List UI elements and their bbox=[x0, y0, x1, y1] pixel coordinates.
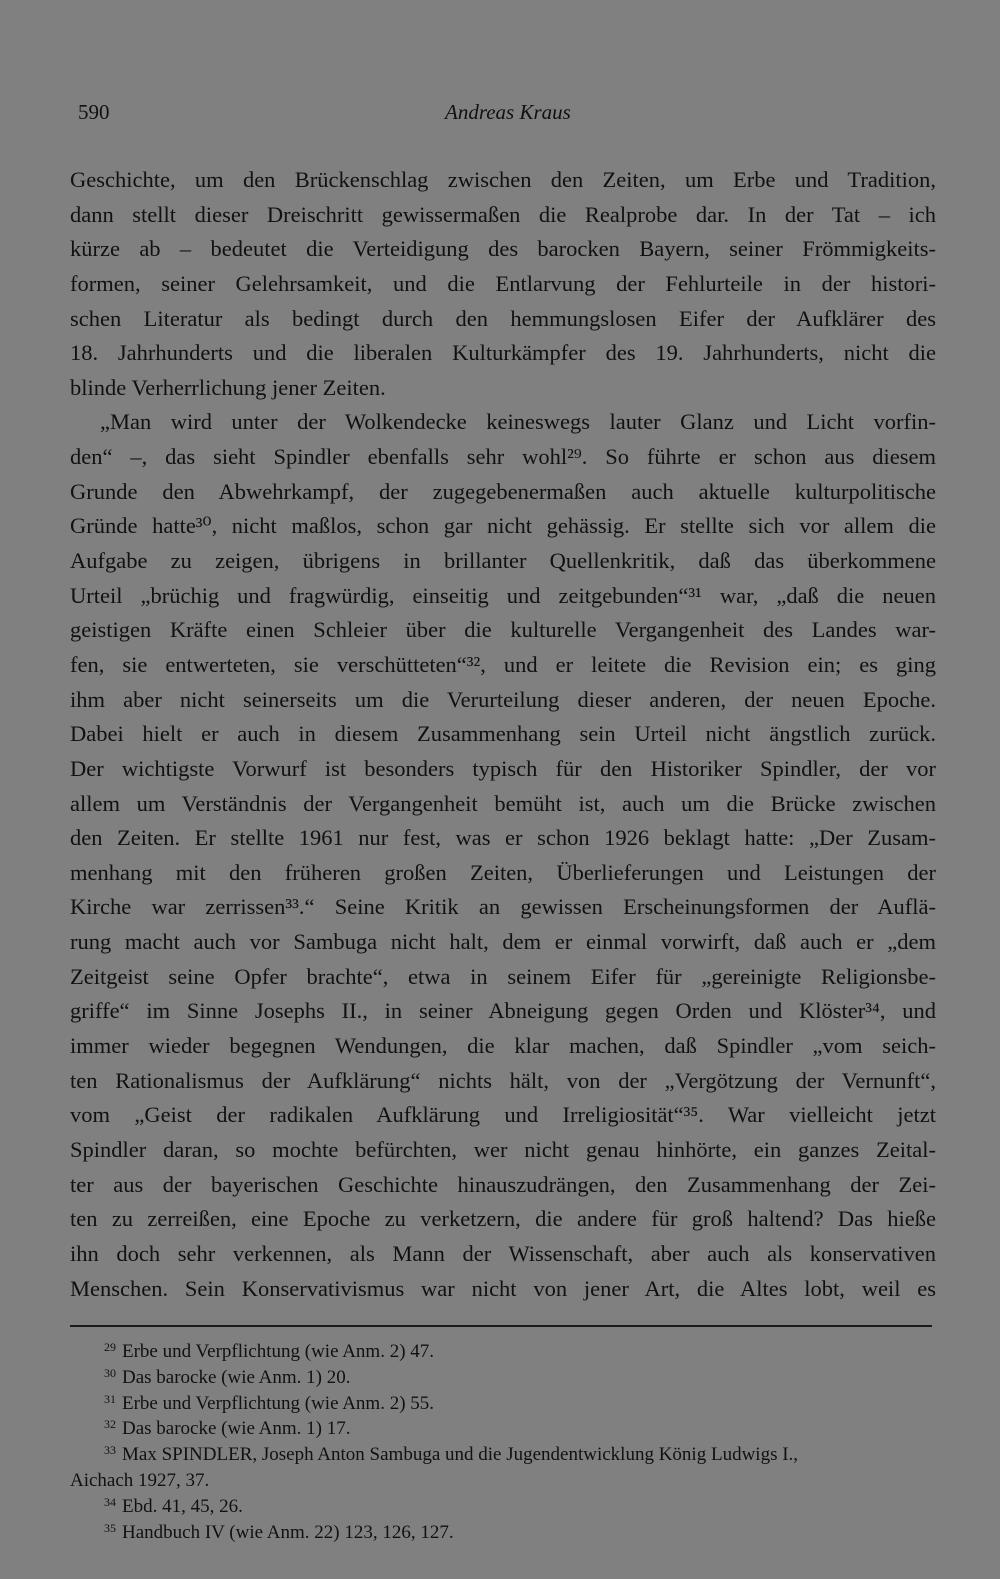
footnote-number: 35 bbox=[104, 1520, 116, 1535]
footnote-number: 31 bbox=[104, 1391, 116, 1406]
body-line: Urteil „brüchig und fragwürdig, einseitig und zeitgebunden“³¹ war, „daß die neuen bbox=[70, 582, 936, 608]
body-line: den Zeiten. Er stellte 1961 nur fest, was er schon 1926 beklagt hatte: „Der Zusam- bbox=[70, 825, 936, 851]
body-line: Kirche war zerrissen³³.“ Seine Kritik an gewissen Erscheinungsformen der Auflä- bbox=[70, 894, 936, 920]
body-line: formen, seiner Gelehrsamkeit, und die Entlarvung der Fehlurteile in der histori- bbox=[70, 270, 936, 296]
footnote bbox=[70, 1339, 940, 1365]
body-line: vom „Geist der radikalen Aufklärung und Irreligiosität“³⁵. War vielleicht jetzt bbox=[70, 1102, 936, 1128]
footnote-number: 32 bbox=[104, 1417, 116, 1432]
body-line: Gründe hatte³⁰, nicht maßlos, schon gar nicht gehässig. Er stellte sich vor allem die bbox=[70, 513, 936, 539]
body-line: immer wieder begegnen Wendungen, die klar machen, daß Spindler „vom seich- bbox=[70, 1033, 936, 1059]
footnote-text: Max SPINDLER, Joseph Anton Sambuga und die Jugendentwicklung König Ludwigs I., bbox=[122, 1444, 799, 1466]
footnote-text: Handbuch IV (wie Anm. 22) 123, 126, 127. bbox=[122, 1521, 454, 1543]
footnote-text: Das barocke (wie Anm. 1) 20. bbox=[122, 1366, 351, 1388]
body-line: blinde Verherrlichung jener Zeiten. bbox=[70, 374, 386, 400]
footnote-number: 30 bbox=[104, 1365, 116, 1380]
footnote-number: 33 bbox=[104, 1443, 116, 1458]
footnote-number: 29 bbox=[104, 1340, 116, 1354]
footnotes bbox=[70, 1339, 940, 1545]
body-line: Menschen. Sein Konservativismus war nicht von jener Art, die Altes lobt, weil es bbox=[70, 1275, 936, 1301]
body-line: ihm aber nicht seinerseits um die Verurteilung dieser anderen, der neuen Epoche. bbox=[70, 686, 936, 712]
body-line: kürze ab – bedeutet die Verteidigung des barocken Bayern, seiner Frömmigkeits- bbox=[70, 236, 936, 262]
body-line: ten Rationalismus der Aufklärung“ nichts hält, von der „Vergötzung der Vernunft“, bbox=[70, 1067, 936, 1093]
body-line: Spindler daran, so mochte befürchten, wer nicht genau hinhörte, ein ganzes Zeital- bbox=[70, 1136, 936, 1162]
body-line: Der wichtigste Vorwurf ist besonders typisch für den Historiker Spindler, der vor bbox=[70, 755, 936, 781]
footnote-number: 34 bbox=[104, 1494, 116, 1509]
running-head-author: Andreas Kraus bbox=[445, 100, 571, 124]
footnote-text: Das barocke (wie Anm. 1) 17. bbox=[122, 1418, 351, 1440]
footnote-divider bbox=[70, 1325, 932, 1327]
footnote bbox=[70, 1365, 940, 1391]
body-line: Geschichte, um den Brückenschlag zwischen den Zeiten, um Erbe und Tradition, bbox=[70, 167, 936, 192]
body-text bbox=[70, 163, 936, 1306]
body-line: geistigen Kräfte einen Schleier über die kulturelle Vergangenheit des Landes war- bbox=[70, 617, 936, 643]
footnote-text: Ebd. 41, 45, 26. bbox=[122, 1495, 243, 1517]
body-line: ten zu zerreißen, eine Epoche zu verketzern, die andere für groß haltend? Das hieße bbox=[70, 1206, 936, 1232]
running-head bbox=[78, 100, 930, 130]
body-line: Aufgabe zu zeigen, übrigens in brillanter Quellenkritik, daß das überkommene bbox=[70, 548, 936, 574]
body-line: Zeitgeist seine Opfer brachte“, etwa in seinem Eifer für „gereinigte Religionsbe- bbox=[70, 963, 936, 989]
footnote bbox=[70, 1416, 940, 1442]
body-line: griffe“ im Sinne Josephs II., in seiner Abneigung gegen Orden und Klöster³⁴, und bbox=[70, 998, 936, 1024]
body-line: den“ –, das sieht Spindler ebenfalls sehr wohl²⁹. So führte er schon aus diesem bbox=[70, 444, 936, 470]
body-line: schen Literatur als bedingt durch den hemmungslosen Eifer der Aufklärer des bbox=[70, 305, 936, 331]
body-line: ter aus der bayerischen Geschichte hinauszudrängen, den Zusammenhang der Zei- bbox=[70, 1171, 936, 1197]
body-line: 18. Jahrhunderts und die liberalen Kulturkämpfer des 19. Jahrhunderts, nicht die bbox=[70, 340, 936, 366]
page-number: 590 bbox=[78, 100, 110, 124]
body-line: ihn doch sehr verkennen, als Mann der Wissenschaft, aber auch als konservativen bbox=[70, 1240, 936, 1266]
footnote bbox=[70, 1442, 940, 1468]
footnote-text: Erbe und Verpflichtung (wie Anm. 2) 47. bbox=[122, 1341, 435, 1362]
body-line: „Man wird unter der Wolkendecke keineswegs lauter Glanz und Licht vorfin- bbox=[100, 409, 936, 435]
body-line: dann stellt dieser Dreischritt gewissermaßen die Realprobe dar. In der Tat – ich bbox=[70, 201, 936, 227]
footnote-text: Erbe und Verpflichtung (wie Anm. 2) 55. bbox=[122, 1392, 435, 1414]
footnote bbox=[70, 1391, 940, 1417]
body-line: rung macht auch vor Sambuga nicht halt, dem er einmal vorwirft, daß auch er „dem bbox=[70, 929, 936, 955]
body-line: allem um Verständnis der Vergangenheit bemüht ist, auch um die Brücke zwischen bbox=[70, 790, 936, 816]
footnote bbox=[70, 1494, 940, 1520]
footnote-continuation: Aichach 1927, 37. bbox=[70, 1469, 210, 1491]
body-line: Dabei hielt er auch in diesem Zusammenhang sein Urteil nicht ängstlich zurück. bbox=[70, 721, 936, 747]
footnote bbox=[70, 1520, 940, 1546]
body-line: menhang mit den früheren großen Zeiten, Überlieferungen und Leistungen der bbox=[70, 859, 936, 885]
body-line: fen, sie entwerteten, sie verschütteten“³², und er leitete die Revision ein; es ging bbox=[70, 651, 936, 677]
body-line: Grunde den Abwehrkampf, der zugegebenermaßen auch aktuelle kulturpolitische bbox=[70, 478, 936, 504]
